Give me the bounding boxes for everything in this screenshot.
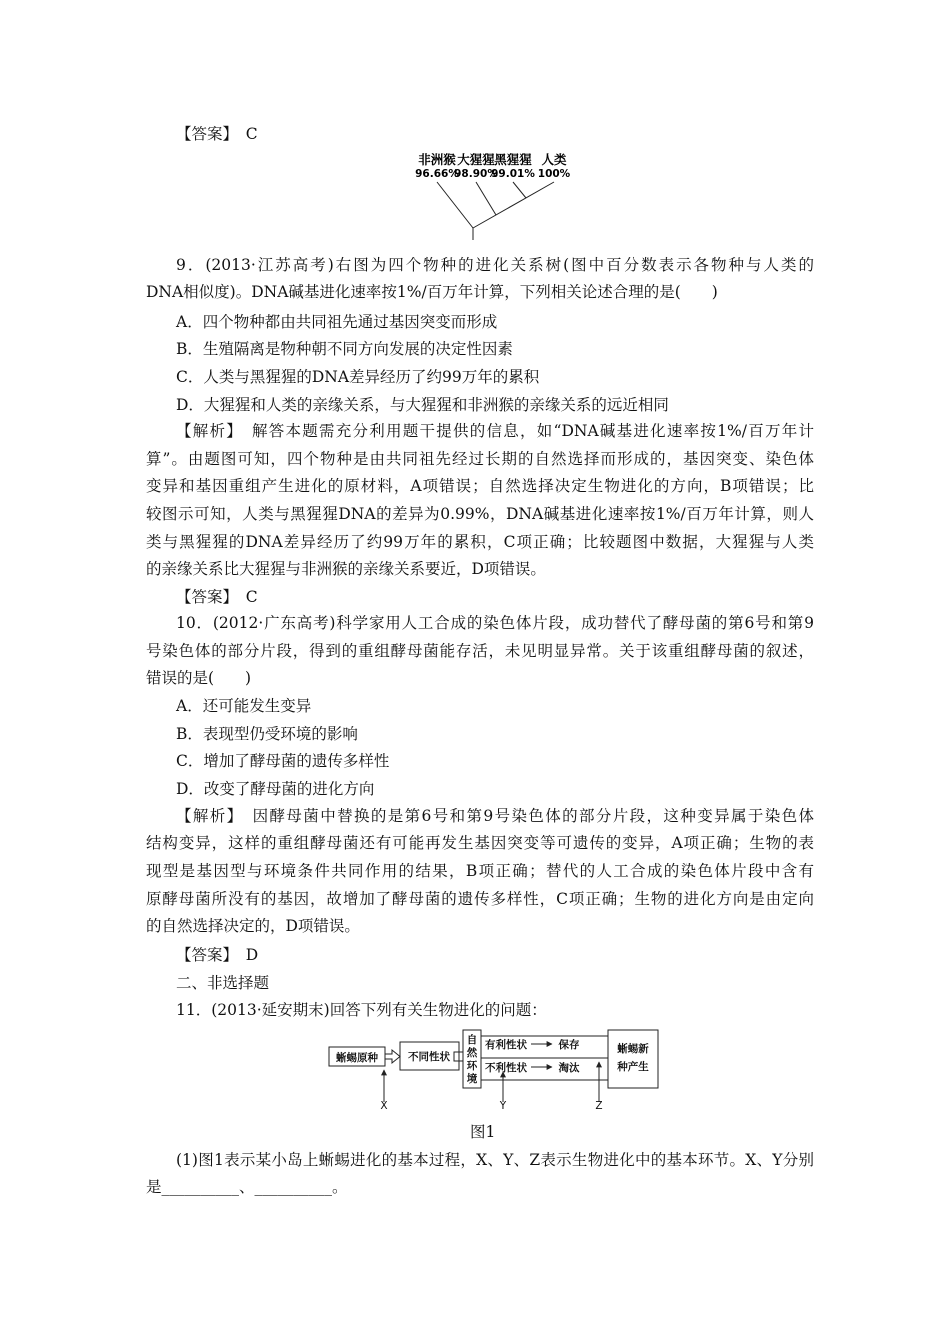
q10-explain-4: 原酵母菌所没有的基因，故增加了酵母菌的遗传多样性，C项正确；生物的进化方向是由定向 (146, 890, 814, 908)
q9-option-a: A．四个物种都由共同祖先通过基因突变而形成 (176, 313, 498, 331)
tree-similarity-label: 98.90% (454, 168, 498, 180)
flow-bad: 不利性状 (485, 1062, 527, 1074)
q9-explain-3: 变异和基因重组产生进化的原材料，A项错误；自然选择决定生物进化的方向，B项错误；比 (146, 477, 814, 495)
q11-part1-2: 是__________、__________。 (146, 1178, 348, 1196)
flow-z: Z (595, 1100, 603, 1110)
q10-explain-1: 【解析】 因酵母菌中替换的是第6号和第9号染色体的部分片段，这种变异属于染色体 (176, 807, 814, 825)
evolution-flow-figure (326, 1028, 662, 1110)
figure-caption: 图1 (470, 1123, 496, 1141)
q10-option-c: C．增加了酵母菌的遗传多样性 (176, 752, 390, 770)
flow-env: 环 (466, 1060, 478, 1072)
tree-species-label: 非洲猴 (418, 152, 456, 167)
q10-stem-1: 10．(2012·广东高考)科学家用人工合成的染色体片段，成功替代了酵母菌的第6号和第9 (176, 614, 814, 632)
q9-explain-4: 较图示可知，人类与黑猩猩DNA的差异为0.99%，DNA碱基进化速率按1%/百万年计算，则人 (146, 505, 814, 523)
tree-branches (437, 182, 554, 240)
q9-explain-6: 的亲缘关系比大猩猩与非洲猴的亲缘关系要近，D项错误。 (146, 560, 546, 578)
flow-x: X (380, 1100, 388, 1110)
q10-option-b: B．表现型仍受环境的影响 (176, 725, 358, 743)
q10-explain-5: 的自然选择决定的，D项错误。 (146, 917, 360, 935)
tree-similarity-label: 100% (537, 168, 571, 180)
answer-9: 【答案】 C (176, 588, 258, 606)
box-new-species (608, 1030, 658, 1088)
answer-10: 【答案】 D (176, 946, 259, 964)
flow-origin: 蜥蜴原种 (336, 1052, 378, 1064)
q9-option-b: B．生殖隔离是物种朝不同方向发展的决定性因素 (176, 340, 513, 358)
flow-good: 有利性状 (485, 1039, 527, 1051)
flow-new-2: 种产生 (617, 1061, 649, 1073)
q9-stem-2: DNA相似度)。DNA碱基进化速率按1%/百万年计算，下列相关论述合理的是( ) (146, 283, 718, 301)
flow-new-1: 蜥蜴新 (617, 1043, 649, 1055)
q10-explain-2: 结构变异，这样的重组酵母菌还有可能再发生基因突变等可遗传的变异，A项正确；生物的表 (146, 834, 814, 852)
q9-stem-1: 9．(2013·江苏高考)右图为四个物种的进化关系树(图中百分数表示各物种与人类的 (176, 256, 814, 274)
answer-8: 【答案】 C (176, 125, 258, 143)
tree-similarity-label: 96.66% (415, 168, 459, 180)
flow-env: 然 (466, 1047, 478, 1059)
q11-part1-1: (1)图1表示某小岛上蜥蜴进化的基本过程，X、Y、Z表示生物进化中的基本环节。X、Y分别 (176, 1151, 814, 1169)
q10-explain-3: 现型是基因型与环境条件共同作用的结果，B项正确；替代的人工合成的染色体片段中含有 (146, 862, 814, 880)
q11-stem: 11．(2013·延安期末)回答下列有关生物进化的问题： (176, 1001, 547, 1019)
flow-drop: 淘汰 (558, 1062, 580, 1074)
q9-explain-2: 算”。由题图可知，四个物种是由共同祖先经过长期的自然选择而形成的，基因突变、染色体 (146, 450, 814, 468)
tree-similarity-label: 99.01% (491, 168, 535, 180)
flow-traits: 不同性状 (408, 1051, 450, 1063)
tree-species-label: 黑猩猩 (494, 152, 532, 167)
q9-option-d: D．大猩猩和人类的亲缘关系，与大猩猩和非洲猴的亲缘关系的远近相同 (176, 396, 669, 414)
q9-explain-5: 类与黑猩猩的DNA差异经历了约99万年的累积，C项正确；比较题图中数据，大猩猩与人类 (146, 533, 814, 551)
flow-env: 自 (466, 1034, 478, 1046)
tree-species-label: 大猩猩 (457, 152, 495, 167)
flow-env: 境 (466, 1073, 478, 1085)
flow-keep: 保存 (558, 1039, 580, 1051)
q9-explain-1: 【解析】 解答本题需充分利用题干提供的信息，如“DNA碱基进化速率按1%/百万年计 (176, 422, 814, 440)
tree-species-label: 人类 (541, 152, 567, 167)
q9-option-c: C．人类与黑猩猩的DNA差异经历了约99万年的累积 (176, 368, 540, 386)
section-heading: 二、非选择题 (176, 974, 270, 992)
hollow-arrow (385, 1050, 400, 1063)
q10-option-d: D．改变了酵母菌的进化方向 (176, 780, 375, 798)
q10-option-a: A．还可能发生变异 (176, 697, 312, 715)
flow-y: Y (499, 1100, 507, 1110)
evolution-tree-figure (410, 150, 580, 246)
q10-stem-2: 号染色体的部分片段，得到的重组酵母菌能存活，未见明显异常。关于该重组酵母菌的叙述， (146, 642, 814, 660)
q10-stem-3: 错误的是( ) (146, 669, 252, 687)
